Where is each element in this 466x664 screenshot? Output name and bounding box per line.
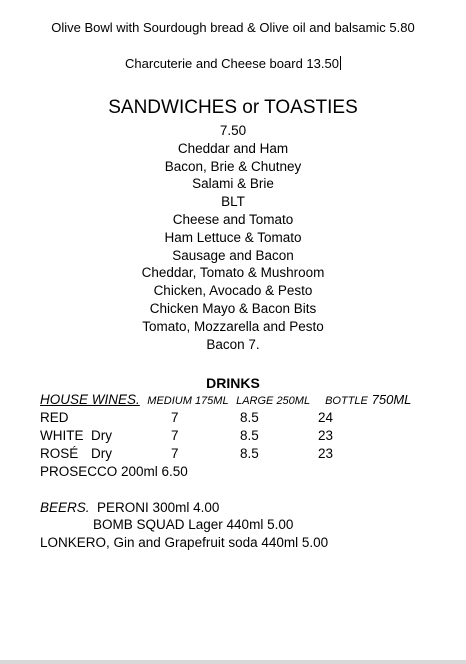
list-item: Bacon, Brie & Chutney: [164, 158, 302, 174]
wine-medium-price: 7: [171, 428, 179, 443]
beers-line: [40, 500, 219, 515]
wine-medium-price: 7: [171, 446, 179, 461]
wine-large-price: 8.5: [240, 428, 259, 443]
size-bottle: BOTTLE: [325, 395, 368, 407]
beer-peroni: PERONI 300ml 4.00: [97, 500, 220, 515]
wine-large-price: 8.5: [240, 446, 259, 461]
text-cursor: [340, 56, 341, 70]
lonkero-line: LONKERO, Gin and Grapefruit soda 440ml 5.00: [40, 535, 329, 550]
page-bottom-edge: [0, 660, 466, 664]
wine-note: Dry: [91, 446, 112, 461]
list-item: Chicken, Avocado & Pesto: [153, 283, 313, 299]
wine-bottle-price: 23: [318, 428, 334, 443]
table-row: [40, 410, 440, 428]
prosecco-line: PROSECCO 200ml 6.50: [40, 464, 188, 479]
list-item: BLT: [221, 194, 245, 210]
size-bottle-ml: 750ML: [371, 392, 412, 407]
table-row: [40, 446, 440, 464]
charcuterie-text: Charcuterie and Cheese board 13.50: [125, 56, 339, 71]
list-item: Cheddar, Tomato & Mushroom: [141, 265, 325, 281]
wine-name: WHITE: [40, 428, 84, 443]
sandwich-list: [0, 122, 466, 353]
table-row: [40, 428, 440, 446]
wine-name: ROSÉ: [40, 446, 79, 461]
list-item: Ham Lettuce & Tomato: [164, 229, 302, 245]
beer-bomb-squad: BOMB SQUAD Lager 440ml 5.00: [93, 517, 294, 532]
size-large: LARGE 250ML: [236, 395, 311, 407]
house-wines-header: [40, 392, 411, 407]
list-item: Cheddar and Ham: [177, 140, 289, 156]
sandwich-price: 7.50: [219, 123, 247, 138]
wine-medium-price: 7: [171, 410, 179, 425]
size-medium: MEDIUM 175ML: [147, 395, 229, 407]
beers-label: BEERS.: [40, 500, 90, 515]
list-item: Sausage and Bacon: [172, 247, 294, 263]
list-item: Bacon 7.: [206, 336, 260, 352]
wine-note: Dry: [91, 428, 112, 443]
list-item: Chicken Mayo & Bacon Bits: [149, 300, 317, 316]
list-item: Cheese and Tomato: [172, 211, 294, 227]
wine-bottle-price: 23: [318, 446, 334, 461]
wine-bottle-price: 24: [318, 410, 334, 425]
house-wines-label: HOUSE WINES.: [40, 392, 140, 407]
list-item: Tomato, Mozzarella and Pesto: [142, 318, 324, 334]
charcuterie-line[interactable]: [0, 56, 466, 71]
wine-name: RED: [40, 410, 69, 425]
drinks-title: DRINKS: [206, 375, 260, 391]
wine-large-price: 8.5: [240, 410, 259, 425]
olive-bowl-line: Olive Bowl with Sourdough bread & Olive oil and balsamic 5.80: [51, 20, 415, 35]
list-item: Salami & Brie: [192, 176, 274, 192]
sandwiches-title: SANDWICHES or TOASTIES: [108, 97, 358, 118]
